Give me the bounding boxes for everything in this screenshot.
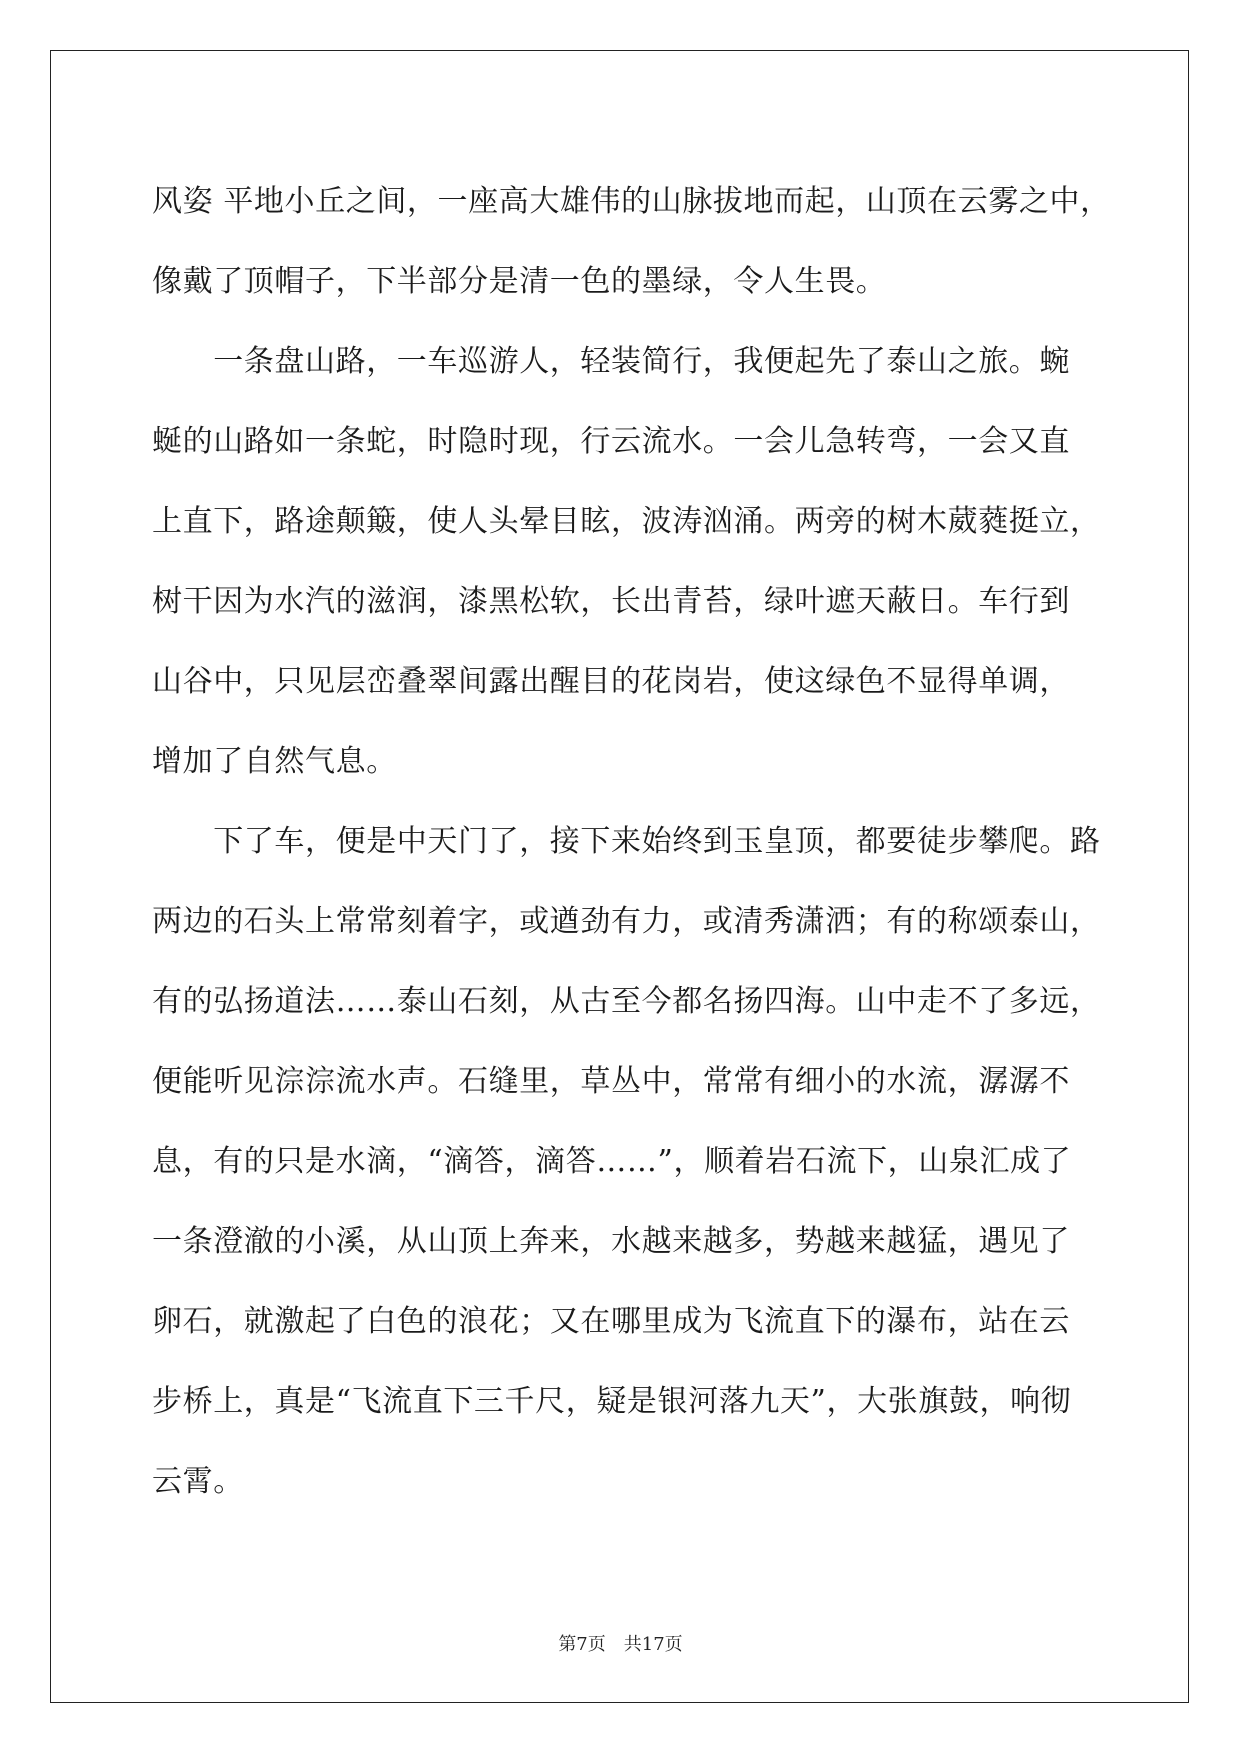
- text-line: 蜒的山路如一条蛇，时隐时现，行云流水。一会儿急转弯，一会又直: [152, 424, 1070, 459]
- text-line: 便能听见淙淙流水声。石缝里，草丛中，常常有细小的水流，潺潺不: [152, 1064, 1070, 1099]
- page-number: 第7页 共17页: [558, 1634, 683, 1655]
- text-line: 卵石，就激起了白色的浪花；又在哪里成为飞流直下的瀑布，站在云: [152, 1304, 1070, 1339]
- text-line: 息，有的只是水滴，“滴答，滴答……”，顺着岩石流下，山泉汇成了: [152, 1144, 1072, 1179]
- text-line: 山谷中，只见层峦叠翠间露出醒目的花岗岩，使这绿色不显得单调，: [152, 664, 1070, 699]
- text-line: 步桥上，真是“飞流直下三千尺，疑是银河落九天”，大张旗鼓，响彻: [152, 1384, 1072, 1419]
- text-line: 两边的石头上常常刻着字，或遒劲有力，或清秀潇洒；有的称颂泰山，: [152, 904, 1101, 939]
- text-line: 上直下，路途颠簸，使人头晕目眩，波涛汹涌。两旁的树木葳蕤挺立，: [152, 504, 1101, 539]
- text-line: 一条澄澈的小溪，从山顶上奔来，水越来越多，势越来越猛，遇见了: [152, 1224, 1070, 1259]
- text-line: 云霄。: [152, 1464, 244, 1499]
- text-line: 有的弘扬道法……泰山石刻，从古至今都名扬四海。山中走不了多远，: [152, 984, 1101, 1019]
- text-line: 下了车，便是中天门了，接下来始终到玉皇顶，都要徒步攀爬。路: [152, 824, 1101, 859]
- page-footer: [0, 1630, 1241, 1656]
- text-line: 一条盘山路，一车巡游人，轻装简行，我便起先了泰山之旅。蜿: [152, 344, 1070, 379]
- text-line: 风姿 平地小丘之间，一座高大雄伟的山脉拔地而起，山顶在云雾之中，: [152, 184, 1111, 219]
- text-line: 增加了自然气息。: [152, 744, 397, 779]
- text-line: 树干因为水汽的滋润，漆黑松软，长出青苔，绿叶遮天蔽日。车行到: [152, 584, 1070, 619]
- document-body: [152, 162, 1111, 1522]
- text-line: 像戴了顶帽子，下半部分是清一色的墨绿，令人生畏。: [152, 264, 887, 299]
